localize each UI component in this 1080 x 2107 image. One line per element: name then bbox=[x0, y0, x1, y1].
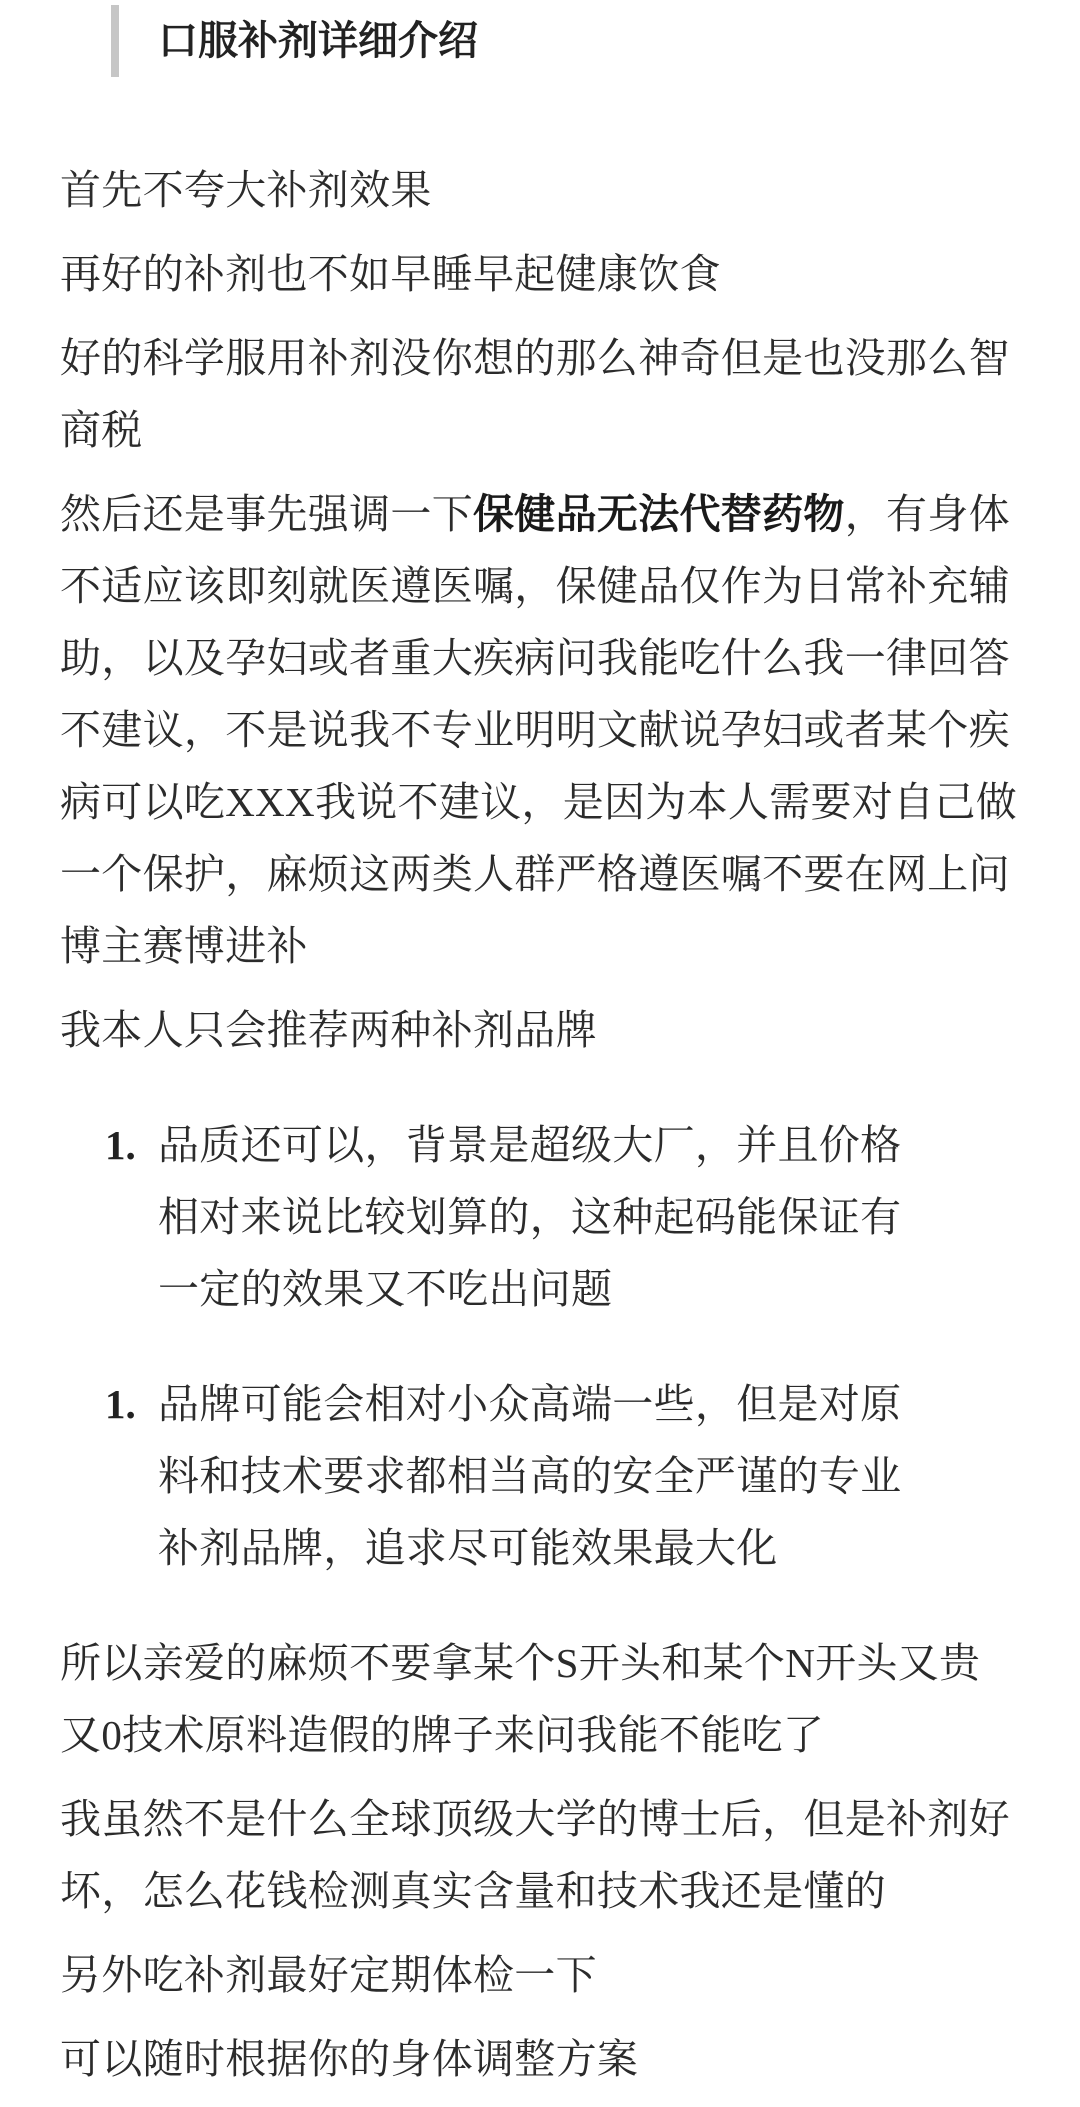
paragraph bbox=[60, 154, 1050, 226]
list-item bbox=[105, 1368, 1050, 1584]
paragraph bbox=[60, 1627, 1050, 1771]
text-line: 品牌可能会相对小众高端一些，但是对原 bbox=[158, 1380, 902, 1428]
text-line bbox=[60, 1627, 1050, 1699]
paragraph bbox=[60, 994, 1050, 1066]
text-segment: 所以亲爱的麻烦不要拿某个 bbox=[60, 1639, 556, 1687]
text-line: 料和技术要求都相当高的安全严谨的专业 bbox=[158, 1452, 902, 1500]
paragraph bbox=[60, 1939, 1050, 2011]
paragraph bbox=[60, 322, 1050, 466]
text-line: 一定的效果又不吃出问题 bbox=[158, 1265, 613, 1313]
latin-text-segment: 0 bbox=[101, 1712, 123, 1758]
text-line: 再好的补剂也不如早睡早起健康饮食 bbox=[60, 250, 721, 298]
text-line: 我本人只会推荐两种补剂品牌 bbox=[60, 1006, 597, 1054]
text-segment: 病可以吃 bbox=[60, 778, 226, 826]
paragraph bbox=[60, 2023, 1050, 2095]
text-line: 商税 bbox=[60, 406, 143, 454]
text-line: 不适应该即刻就医遵医嘱，保健品仅作为日常补充辅 bbox=[60, 562, 1010, 610]
text-line: 另外吃补剂最好定期体检一下 bbox=[60, 1951, 597, 1999]
text-line: 坏，怎么花钱检测真实含量和技术我还是懂的 bbox=[60, 1867, 886, 1915]
text-line: 可以随时根据你的身体调整方案 bbox=[60, 2035, 639, 2083]
emphasis-text: 保健品无法代替药物 bbox=[473, 490, 845, 538]
text-line bbox=[60, 766, 1050, 838]
disclaimer-paragraph bbox=[60, 478, 1050, 982]
text-segment: 我说不建议，是因为本人需要对自己做 bbox=[314, 778, 1018, 826]
section-heading-text: 口服补剂详细介绍 bbox=[158, 18, 478, 64]
paragraph bbox=[60, 1783, 1050, 1927]
latin-text-segment: S bbox=[555, 1640, 579, 1686]
brand-list-1 bbox=[60, 1109, 1050, 1325]
text-line bbox=[60, 478, 1050, 550]
latin-text-segment: N bbox=[785, 1640, 816, 1686]
text-line: 一个保护，麻烦这两类人群严格遵医嘱不要在网上问 bbox=[60, 850, 1010, 898]
text-line: 助，以及孕妇或者重大疾病问我能吃什么我一律回答 bbox=[60, 634, 1010, 682]
section-heading bbox=[111, 5, 478, 77]
text-segment: 开头和某个 bbox=[578, 1639, 786, 1687]
text-segment: 然后还是事先强调一下 bbox=[60, 490, 473, 538]
text-segment: 又 bbox=[60, 1711, 102, 1759]
text-line: 不建议，不是说我不专业明明文献说孕妇或者某个疾 bbox=[60, 706, 1010, 754]
list-marker: 1. bbox=[105, 1122, 136, 1168]
text-line bbox=[60, 1699, 1050, 1771]
text-line: 补剂品牌，追求尽可能效果最大化 bbox=[158, 1524, 778, 1572]
text-line: 我虽然不是什么全球顶级大学的博士后，但是补剂好 bbox=[60, 1795, 1010, 1843]
text-line: 首先不夸大补剂效果 bbox=[60, 166, 432, 214]
text-line: 博主赛博进补 bbox=[60, 922, 308, 970]
text-segment: ，有身体 bbox=[844, 490, 1010, 538]
text-segment: 技术原料造假的牌子来问我能不能吃了 bbox=[122, 1711, 825, 1759]
brand-list-2 bbox=[60, 1368, 1050, 1584]
list-marker: 1. bbox=[105, 1381, 136, 1427]
text-segment: 开头又贵 bbox=[815, 1639, 981, 1687]
text-line: 好的科学服用补剂没你想的那么神奇但是也没那么智 bbox=[60, 334, 1010, 382]
latin-text-segment: XXX bbox=[225, 779, 315, 825]
list-item bbox=[105, 1109, 1050, 1325]
text-line: 相对来说比较划算的，这种起码能保证有 bbox=[158, 1193, 902, 1241]
article-body bbox=[60, 154, 1050, 2107]
text-line: 品质还可以，背景是超级大厂，并且价格 bbox=[158, 1121, 902, 1169]
paragraph bbox=[60, 238, 1050, 310]
